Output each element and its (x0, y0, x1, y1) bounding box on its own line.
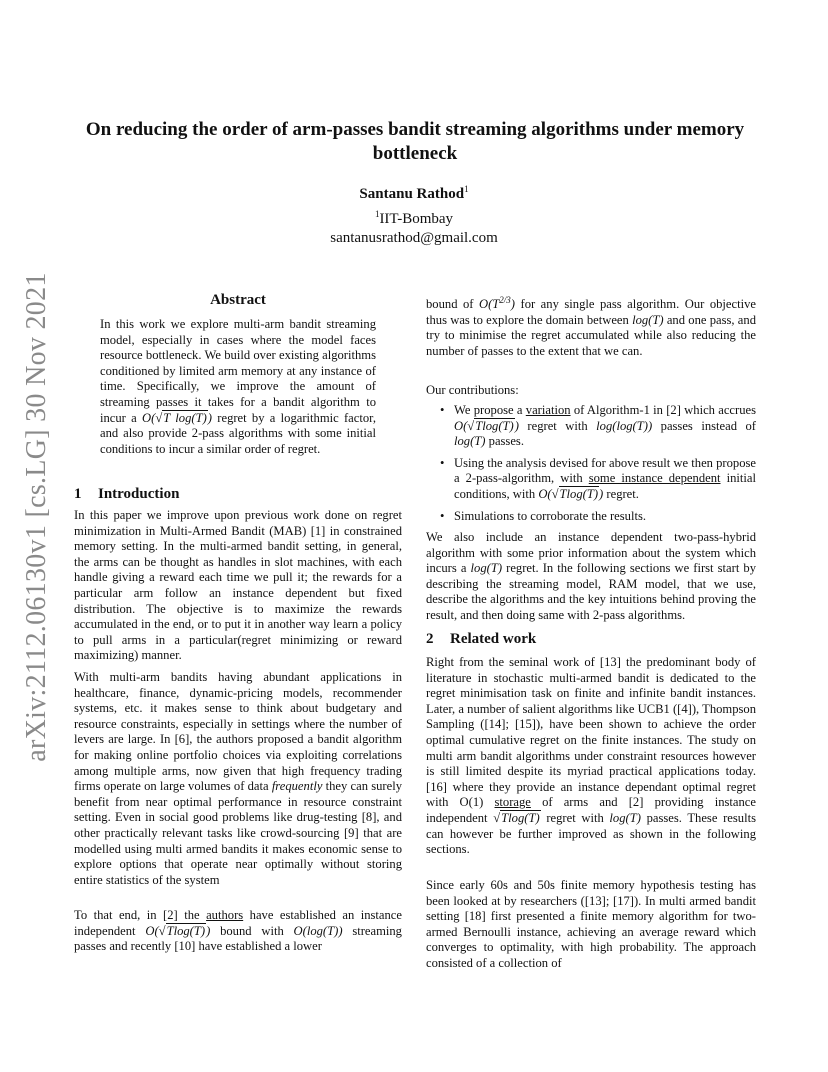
related-paragraph-2: Since early 60s and 50s finite memory hypothesis testing has been looked at by researchers ([13]; [17]). In multi armed bandit setting [18] first presented a finite memory algorithm for two-armed Bernoulli instance, achieving an average reward which converges to optimality, with high probability. The approach consisted of a collection of (426, 878, 756, 970)
author (0, 184, 828, 203)
section-title: Related work (450, 631, 537, 647)
math-inline: ) (207, 410, 212, 425)
text-run: We propose a (454, 403, 523, 417)
list-item (426, 403, 756, 450)
math-inline: log(T) (609, 810, 641, 825)
sqrt-symbol: √ (155, 410, 163, 425)
math-exponent: 2/3 (499, 295, 511, 305)
abstract-heading: Abstract (210, 292, 266, 308)
section-heading-introduction (74, 486, 179, 503)
text-run: of Algorithm-1 in [2] which accrues (573, 403, 756, 417)
text-run: regret. (606, 486, 639, 501)
author-name: Santanu Rathod (359, 186, 465, 202)
affiliation-name: IIT-Bombay (379, 211, 454, 227)
text-run: regret. In the following sections we first start by describing the streaming model, RAM model, that we use, describe the algorithms and the key intuitions behind proving the result, and then doing same with 2-pass algorithms. (426, 561, 756, 622)
sqrt-symbol: √ (551, 486, 559, 501)
text-run: Using the analysis devised for above result we then propose a 2-pass-algorithm, with (454, 455, 756, 486)
underlined-text: some instance dependent (588, 471, 721, 486)
text-run: Right from the seminal work of [13] the predominant body of literature in stochastic multi-armed bandit is dedicated to the regret minimisation task on finite and infinite bandit instances. Later, a number of salient algorithms like UCB1 ([4]), Thompson Sampling ([14]; [15]), have been shown to achieve the order optimal cumulative regret on the finite instances. The study on multi arm bandit algorithms under constraint resources however is still limited despite its myriad practical applications today. [16] where they provide an instance dependant optimal regret with O(1) (426, 655, 756, 810)
list-item (426, 456, 756, 503)
math-inline: log(T) (470, 561, 503, 576)
sqrt-symbol: √ (158, 923, 166, 938)
math-inline: log(T) (632, 312, 664, 327)
arxiv-identifier (21, 272, 52, 762)
math-inline: log(T) (454, 434, 486, 449)
text-run: regret with (546, 810, 604, 825)
intro-paragraph-1: In this paper we improve upon previous work done on regret minimization in Multi-Armed Bandit (MAB) [1] in constrained memory setting. In the multi-armed bandit setting, in general, the arms can be thought as handles in slot machines, with each handle giving a reward each time we pull it; the rewards for a particular arm follow an instance dependent but fixed distribution. The objective is to maximize the rewards accumulated in the end, or to put it in another way learn a policy to pull arms in a particular(regret minimizing or reward maximizing) manner. (74, 508, 402, 663)
intro-paragraph-2 (74, 670, 402, 888)
list-item (426, 509, 756, 525)
math-inline: ) (206, 923, 211, 938)
text-run: With multi-arm bandits having abundant applications in healthcare, finance, dynamic-pricing models, recommender systems, etc. it makes sense to think about budgetary and resource constraints, especially in settings where the number of levers are large. In [6], the authors proposed a bandit algorithm for making online portfolio choices via exploiting correlations among multiple arms, now given that high frequency trading firms operate on large volumes of data (74, 670, 402, 794)
underlined-text: variation (525, 403, 571, 417)
sqrt-symbol: √ (467, 418, 475, 433)
sqrt-symbol: √ (493, 810, 501, 825)
math-sqrt: Tlog(T) (559, 486, 599, 501)
text-run: passes. These results can however be further improved as shown in the following sections. (426, 810, 756, 857)
underlined-text: authors (206, 908, 244, 922)
underlined-text: storage (494, 795, 531, 810)
author-mark: 1 (464, 184, 469, 194)
math-inline: O( (145, 923, 159, 938)
math-sqrt: T log(T) (163, 410, 207, 425)
section-heading-related-work (426, 631, 536, 648)
intro-paragraph-3 (74, 908, 402, 955)
text-run: of arms and [2] providing instance independent (426, 795, 756, 825)
author-email: santanusrathod@gmail.com (330, 230, 498, 246)
text-run: they can surely benefit from near optimal performance in resource constraint setting. Even in social good problems like drug-testing [8], and other practically relevant tasks like crowd-sourcing [9] that are modelled using multi armed bandits it makes economic sense to explore options that operate near optimally without storing entire statistics of the system (74, 779, 402, 887)
section-number: 2 (426, 631, 434, 647)
text-run: We also include an instance dependent two-pass-hybrid algorithm with some prior information about the system which incurs a (426, 530, 756, 576)
text-run: bound of (426, 297, 474, 312)
affiliation-mark: 1 (374, 209, 380, 219)
section-number: 1 (74, 486, 82, 502)
abstract-part: In this work we explore multi-arm bandit streaming model, especially in cases where the model faces resource bottleneck. We build over existing algorithms conditioned by limited arm memory at any instance of time. Specifically, we improve the amount of streaming passes it takes for a bandit algorithm to incur a (100, 317, 376, 425)
text-run: streaming passes and recently [10] have established a lower (74, 923, 402, 954)
math-sqrt: Tlog(T) (166, 923, 206, 938)
text-run: initial conditions, with (454, 471, 756, 501)
abstract-part: regret by a logarithmic factor, and also provide 2-pass algorithms with some initial conditions to incur a similar order of regret. (100, 410, 376, 456)
math-inline: O( (142, 410, 156, 425)
right-paragraph-1 (426, 293, 756, 360)
arxiv-id-text: arXiv:2112.06130v1 [cs.LG] 30 Nov 2021 (21, 272, 52, 762)
contributions-intro: Our contributions: (426, 383, 519, 397)
math-sqrt: Tlog(T) (475, 418, 514, 433)
math-inline: ) (599, 486, 604, 501)
text-run: passes instead of (660, 418, 756, 433)
text-run: have established an instance independent (74, 908, 402, 938)
math-inline: O( (454, 418, 468, 433)
contributions-list (426, 403, 756, 530)
text-run: bound with (220, 923, 284, 938)
section-title: Introduction (98, 486, 180, 502)
text-run: for any single pass algorithm. Our objective thus was to explore the domain between (426, 297, 756, 327)
text-run: To that end, in [2] the (74, 908, 200, 922)
math-inline: O(log(T)) (293, 923, 343, 938)
text-run: regret with (527, 418, 588, 433)
text-run: passes. (488, 434, 524, 449)
abstract-text (100, 317, 376, 457)
affiliation (0, 209, 828, 228)
math-inline: O(T (478, 297, 500, 312)
text-run: Simulations to corroborate the results. (454, 508, 647, 523)
related-paragraph-1 (426, 655, 756, 858)
math-inline: ) (514, 418, 519, 433)
text-run: and one pass, and try to minimise the regret accumulated while also reducing the number of passes to the extent that we can. (426, 312, 756, 358)
emphasis: frequently (271, 779, 323, 794)
math-inline: O( (538, 486, 552, 501)
right-paragraph-2 (426, 530, 756, 624)
math-inline: log(log(T)) (596, 418, 653, 433)
math-inline: ) (510, 297, 515, 312)
math-sqrt: Tlog(T) (501, 810, 540, 825)
paper-title: On reducing the order of arm-passes bandit streaming algorithms under memory bottleneck (85, 119, 745, 164)
